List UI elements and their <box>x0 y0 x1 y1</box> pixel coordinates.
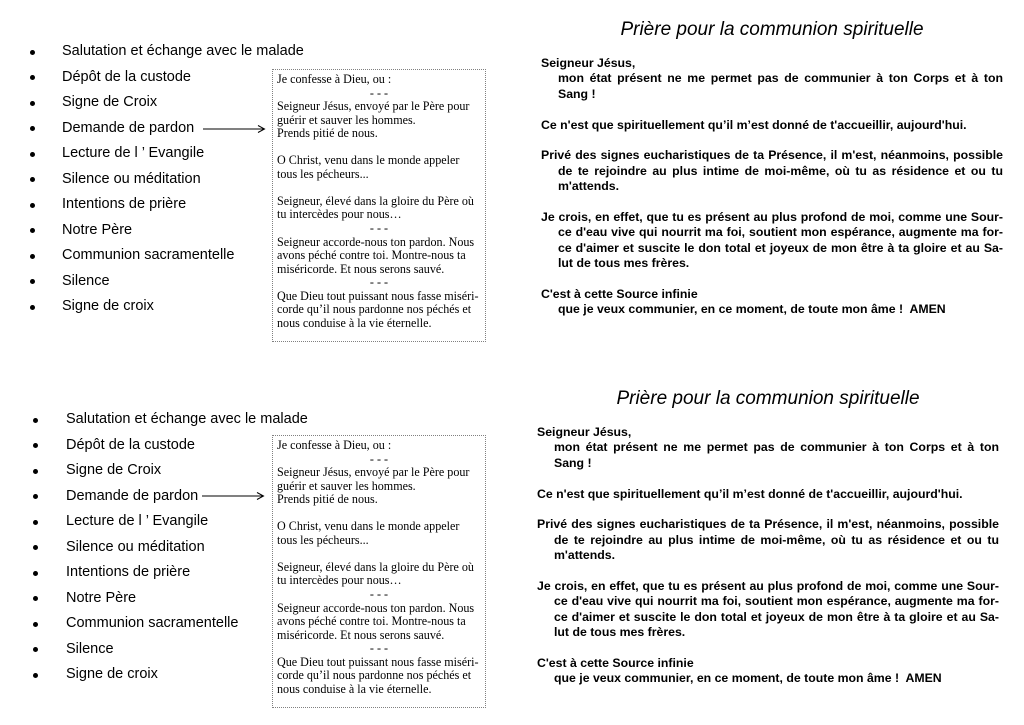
prayer-line: ce d'eau vive qui nourrit ma foi, soutient mon espérance, augmente ma for- <box>554 594 999 609</box>
step-label: Demande de pardon <box>62 119 195 136</box>
bullet-icon <box>30 305 35 310</box>
prayer-line: que je veux communier, en ce moment, de toute mon âme ! AMEN <box>554 671 942 685</box>
step-label: Intentions de prière <box>66 564 191 580</box>
bullet-icon <box>33 520 38 525</box>
bullet-icon <box>33 418 38 423</box>
separator: - - - <box>369 641 389 656</box>
confession-box <box>272 435 486 708</box>
step-item <box>0 586 265 612</box>
step-item <box>0 535 265 561</box>
invocation-line: Prends pitié de nous. <box>277 126 378 141</box>
prayer-line: Seigneur Jésus, <box>537 425 632 439</box>
prayer-paragraph <box>541 148 1003 194</box>
plea-line: Seigneur accorde-nous ton pardon. Nous <box>277 234 475 249</box>
prayer-paragraph <box>541 287 1003 318</box>
invocation-line: guérir et sauver les hommes. <box>277 478 416 493</box>
bullet-icon <box>33 571 38 576</box>
step-label: Intentions de prière <box>62 196 187 212</box>
step-label: Signe de Croix <box>66 462 162 478</box>
invocation-line: tu intercèdes pour nous… <box>277 207 402 222</box>
step-label: Silence <box>66 640 114 657</box>
invocation-line: O Christ, venu dans le monde appeler <box>277 153 460 168</box>
invocation-1 <box>277 100 481 141</box>
prayer-line: lut de tous mes frères. <box>558 255 690 270</box>
step-item <box>0 192 265 218</box>
absolution-line: Que Dieu tout puissant nous fasse miséri- <box>277 654 479 669</box>
prayer-line: m'attends. <box>554 548 616 562</box>
absolution <box>277 290 481 331</box>
step-label: Notre Père <box>62 221 133 238</box>
step-label: Signe de Croix <box>62 94 158 110</box>
step-item <box>0 167 265 193</box>
invocation-line: Seigneur, élevé dans la gloire du Père où <box>277 193 474 208</box>
prayer-line: mon état présent ne me permet pas de communier à ton Corps et à ton <box>554 440 999 455</box>
invocation-line: Prends pitié de nous. <box>277 492 378 507</box>
step-item <box>0 141 265 167</box>
step-label: Notre Père <box>66 589 137 606</box>
prayer-paragraph <box>537 517 999 563</box>
prayer-paragraph <box>541 118 1003 133</box>
bullet-icon <box>33 673 38 678</box>
prayer-line: ce d'aimer et suscite le don total et joyeux de mon être à ta gloire et au Sa- <box>554 609 999 624</box>
plea-line: miséricorde. Et nous serons sauvé. <box>277 261 445 276</box>
visit-steps-list <box>0 39 304 320</box>
invocation-line: Seigneur, élevé dans la gloire du Père où <box>277 559 474 574</box>
step-item <box>0 560 265 586</box>
bullet-icon <box>33 622 38 627</box>
step-item <box>0 611 265 637</box>
step-label: Communion sacramentelle <box>66 615 239 631</box>
invocation-2 <box>277 520 481 547</box>
arrow-right-icon <box>202 491 265 501</box>
step-item <box>0 65 265 91</box>
step-label: Silence ou méditation <box>66 538 205 555</box>
invocation-line: tous les pécheurs... <box>277 532 369 547</box>
prayer-paragraph <box>537 425 999 471</box>
step-item <box>0 458 265 484</box>
step-item <box>0 509 265 535</box>
prayer-line: ce d'aimer et suscite le don total et joyeux de mon être à ta gloire et au Sa- <box>558 240 1003 255</box>
confession-intro: Je confesse à Dieu, ou : <box>277 72 392 86</box>
prayer-paragraph <box>537 579 999 641</box>
step-item <box>0 662 265 688</box>
prayer-line: Ce n'est que spirituellement qu’il m’est donné de t'accueillir, aujourd'hui. <box>537 486 963 501</box>
step-label: Salutation et échange avec le malade <box>66 411 308 427</box>
invocation-line: Seigneur Jésus, envoyé par le Père pour <box>277 99 470 114</box>
bullet-icon <box>30 152 35 157</box>
bullet-icon <box>30 50 35 55</box>
prayer-line: Privé des signes eucharistiques de ta Présence, il m'est, néanmoins, possible <box>541 148 1003 163</box>
prayer-line: Sang ! <box>558 86 596 101</box>
prayer-line: Ce n'est que spirituellement qu’il m’est donné de t'accueillir, aujourd'hui. <box>541 117 967 132</box>
prayer-paragraph <box>541 56 1003 102</box>
plea <box>277 602 481 643</box>
bullet-icon <box>33 443 38 448</box>
prayer-paragraph <box>537 487 999 502</box>
prayer-text <box>541 56 1003 317</box>
bullet-icon <box>30 279 35 284</box>
sheet-top <box>0 0 1024 362</box>
bullet-icon <box>33 545 38 550</box>
bullet-icon <box>33 647 38 652</box>
step-label: Dépôt de la custode <box>66 436 195 453</box>
prayer-line: C'est à cette Source infinie <box>541 286 698 301</box>
plea-line: avons péché contre toi. Montre-nous ta <box>277 614 466 629</box>
separator: - - - <box>369 451 389 466</box>
absolution-line: corde qu’il nous pardonne nos péchés et <box>277 302 472 317</box>
bullet-icon <box>30 228 35 233</box>
prayer-line: que je veux communier, en ce moment, de toute mon âme ! AMEN <box>558 302 946 316</box>
step-label: Silence ou méditation <box>62 170 201 187</box>
step-label: Communion sacramentelle <box>62 247 235 263</box>
prayer-line: Privé des signes eucharistiques de ta Présence, il m'est, néanmoins, possible <box>537 517 999 532</box>
invocation-line: tous les pécheurs... <box>277 166 369 181</box>
sheet-bottom <box>0 366 1024 725</box>
prayer-paragraph <box>541 210 1003 272</box>
prayer-title: Prière pour la communion spirituelle <box>620 19 924 40</box>
step-label: Salutation et échange avec le malade <box>62 43 304 59</box>
prayer-line: de te rejoindre au plus intime de moi-même, où tu as résidence et ou tu <box>558 163 1003 178</box>
prayer-line: m'attends. <box>558 179 620 193</box>
prayer-text <box>537 425 999 686</box>
prayer-line: Je crois, en effet, que tu es présent au plus profond de moi, comme une Sour- <box>537 578 999 593</box>
plea-line: miséricorde. Et nous serons sauvé. <box>277 627 445 642</box>
bullet-icon <box>30 254 35 259</box>
separator: - - - <box>369 587 389 602</box>
step-item <box>0 433 265 459</box>
prayer-line: mon état présent ne me permet pas de communier à ton Corps et à ton <box>558 71 1003 86</box>
invocation-line: tu intercèdes pour nous… <box>277 573 402 588</box>
invocation-2 <box>277 154 481 181</box>
invocation-line: Seigneur Jésus, envoyé par le Père pour <box>277 465 470 480</box>
invocation-line: guérir et sauver les hommes. <box>277 112 416 127</box>
step-label: Dépôt de la custode <box>62 68 191 85</box>
invocation-3 <box>277 561 481 588</box>
absolution-line: Que Dieu tout puissant nous fasse miséri- <box>277 288 479 303</box>
step-item <box>0 294 265 320</box>
bullet-icon <box>30 203 35 208</box>
step-item <box>0 637 265 663</box>
prayer-line: Je crois, en effet, que tu es présent au plus profond de moi, comme une Sour- <box>541 209 1003 224</box>
step-label: Demande de pardon <box>66 487 199 504</box>
plea-line: avons péché contre toi. Montre-nous ta <box>277 248 466 263</box>
step-label: Signe de croix <box>66 666 158 682</box>
step-label: Lecture de l ’ Evangile <box>66 513 209 529</box>
prayer-line: C'est à cette Source infinie <box>537 655 694 670</box>
step-label: Silence <box>62 272 110 289</box>
confession-box <box>272 69 486 342</box>
prayer-line: lut de tous mes frères. <box>554 624 686 639</box>
invocation-3 <box>277 195 481 222</box>
absolution-line: nous conduise à la vie éternelle. <box>277 681 432 696</box>
bullet-icon <box>30 101 35 106</box>
absolution <box>277 656 481 697</box>
separator: - - - <box>369 85 389 100</box>
step-item <box>0 407 308 433</box>
absolution-line: nous conduise à la vie éternelle. <box>277 315 432 330</box>
visit-steps-list <box>0 407 308 688</box>
bullet-icon <box>30 126 35 131</box>
bullet-icon <box>33 596 38 601</box>
bullet-icon <box>30 75 35 80</box>
step-item <box>0 218 265 244</box>
invocation-line: O Christ, venu dans le monde appeler <box>277 519 460 534</box>
prayer-title: Prière pour la communion spirituelle <box>616 388 920 409</box>
step-item <box>0 39 304 65</box>
separator: - - - <box>369 221 389 236</box>
prayer-line: Sang ! <box>554 455 592 470</box>
separator: - - - <box>369 275 389 290</box>
prayer-line: de te rejoindre au plus intime de moi-même, où tu as résidence et ou tu <box>554 532 999 547</box>
absolution-line: corde qu’il nous pardonne nos péchés et <box>277 668 472 683</box>
prayer-line: ce d'eau vive qui nourrit ma foi, soutient mon espérance, augmente ma for- <box>558 225 1003 240</box>
prayer-paragraph <box>537 656 999 687</box>
step-item <box>0 269 265 295</box>
plea-line: Seigneur accorde-nous ton pardon. Nous <box>277 600 475 615</box>
prayer-line: Seigneur Jésus, <box>541 56 636 70</box>
plea <box>277 236 481 277</box>
bullet-icon <box>33 494 38 499</box>
step-label: Signe de croix <box>62 298 154 314</box>
invocation-1 <box>277 466 481 507</box>
bullet-icon <box>30 177 35 182</box>
confession-intro: Je confesse à Dieu, ou : <box>277 438 392 452</box>
bullet-icon <box>33 469 38 474</box>
step-item <box>0 90 265 116</box>
step-item <box>0 243 265 269</box>
arrow-right-icon <box>203 124 266 134</box>
step-label: Lecture de l ’ Evangile <box>62 145 205 161</box>
